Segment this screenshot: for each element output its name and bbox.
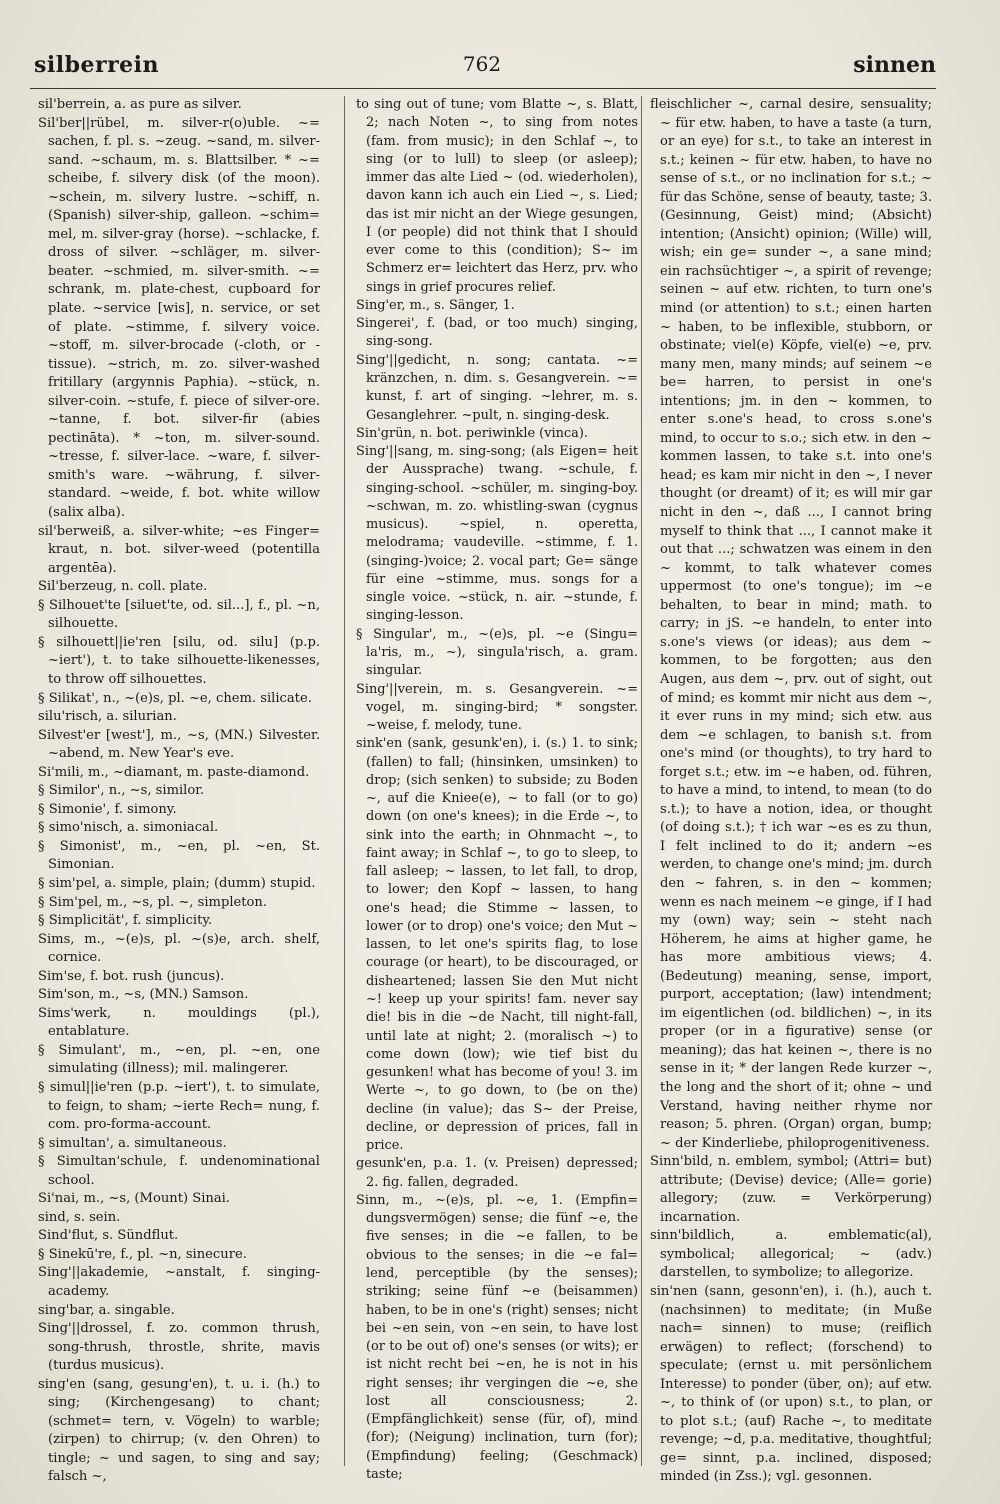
dictionary-entry: Sing'||verein, m. s. Gesangverein. ~= vogel, m. singing-bird; * songster. ~weise, f. melody, tune. (356, 681, 638, 734)
dictionary-entry: sin'nen (sann, gesonn'en), i. (h.), auch t. (nachsinnen) to meditate; (in Muße nach= sinnen) to muse; (reiflich erwägen) to reflect; (forschend) to speculate; (ernst u. mit persönlichem Interesse) to ponder (über, on); auf etw. ~, to think of (or upon) s.t., to plan, or to plot s.t.; (auf) Rache ~, to meditate revenge; ~d, p.a. meditative, thoughtful; ge= sinnt, p.a. inclined, disposed; minded (in Zss.); vgl. gesonnen. (650, 1284, 932, 1485)
dictionary-entry: to sing out of tune; vom Blatte ~, s. Blatt, 2; nach Noten ~, to sing from notes (fam. from music); in den Schlaf ~, to sing (or to lull) to sleep (or asleep); immer das alte Lied ~ (od. wiederholen), davon kann ich auch ein Lied ~, s. Lied; das ist mir nicht an der Wiege gesungen, I (or people) did not think that I should ever come to this (condition); S~ im Schmerz er= leichtert das Herz, prv. who sings in grief procures relief. (356, 97, 638, 295)
dictionary-entry: Sing'er, m., s. Sänger, 1. (356, 297, 515, 313)
right-running-headword: sinnen (853, 52, 936, 78)
dictionary-entry: Singerei', f. (bad, or too much) singing, sing-song. (356, 316, 638, 350)
dictionary-entry: sing'bar, a. singable. (38, 1302, 175, 1318)
dictionary-entry: Sing'||gedicht, n. song; cantata. ~= kränzchen, n. dim. s. Gesangverein. ~= kunst, f. art of singing. ~lehrer, m. s. Gesanglehrer. ~pult, n. singing-desk. (356, 352, 638, 423)
dictionary-entry: Sil'ber||rübel, m. silver-r(o)uble. ~= sachen, f. pl. s. ~zeug. ~sand, m. silver-sand. ~schaum, m. s. Blattsilber. * ~= scheibe, f. silvery disk (of the moon). ~schein, m. silvery lustre. ~schiff, n. (Spanish) silver-ship, galleon. ~schim= mel, m. silver-gray (horse). ~schlacke, f. dross of silver. ~schläger, m. silver-beater. ~schmied, m. silver-smith. ~= schrank, m. plate-chest, cupboard for plate. ~service [wis], n. service, or set of plate. ~stimme, f. silvery voice. ~stoff, m. silver-brocade (-cloth, or -tissue). ~strich, m. zo. silver-washed fritillary (argynnis Paphia). ~stück, n. silver-coin. ~stufe, f. piece of silver-ore. ~tanne, f. bot. silver-fir (abies pectināta). * ~ton, m. silver-sound. ~tresse, f. silver-lace. ~ware, f. silver-smith's ware. ~währung, f. silver-standard. ~weide, f. bot. white willow (salix alba). (38, 115, 320, 521)
dictionary-entry: Sing'||drossel, f. zo. common thrush, song-thrush, throstle, shrite, mavis (turdus musicus). (38, 1321, 320, 1374)
dictionary-entry: § Singular', m., ~(e)s, pl. ~e (Singu= la'ris, m., ~), singula'risch, a. gram. singular. (356, 626, 638, 679)
dictionary-entry: Si'nai, m., ~s, (Mount) Sinai. (38, 1191, 230, 1207)
dictionary-entry: § Simulant', m., ~en, pl. ~en, one simulating (illness); mil. malingerer. (38, 1042, 320, 1077)
dictionary-entry: sil'berweiß, a. silver-white; ~es Finger= kraut, n. bot. silver-weed (potentilla argentēa). (38, 523, 320, 576)
dictionary-entry: Sing'||sang, m. sing-song; (als Eigen= heit der Aussprache) twang. ~schule, f. singing-school. ~schüler, m. singing-boy. ~schwan, m. zo. whistling-swan (cygnus musicus). ~spiel, n. operetta, melodrama; vaudeville. ~stimme, f. 1. (singing-)voice; 2. vocal part; Ge= sänge für eine ~stimme, mus. songs for a single voice. ~stück, n. air. ~stunde, f. singing-lesson. (356, 444, 638, 624)
dictionary-entry: sil'berrein, a. as pure as silver. (38, 97, 242, 112)
dictionary-entry: Sims'werk, n. mouldings (pl.), entablature. (38, 1005, 320, 1040)
dictionary-entry: sink'en (sank, gesunk'en), i. (s.) 1. to sink; (fallen) to fall; (hinsinken, umsinken) to drop; (sich senken) to subside; zu Boden ~, auf die Kniee(e), ~ to fall (or to go) down (on one's knees); in die Erde ~, to sink into the earth; in Ohnmacht ~, to faint away; in Schlaf ~, to go to sleep, to fall asleep; ~ lassen, to let fall, to drop, to lower; den Kopf ~ lassen, to hang one's head; die Stimme ~ lassen, to lower (or to drop) one's voice; den Mut ~ lassen, to let one's spirits flag, to lose courage (or heart), to be discouraged, or disheartened; lassen Sie den Mut nicht ~! keep up your spirits! fam. never say die! bis in die ~de Nacht, till night-fall, until late at night; 2. (moralisch ~) to come down (low); wie tief bist du gesunken! what has become of you! 3. im Werte ~, to go down, to (be on the) decline (in value); das S~ der Preise, decline, or depression of prices, fall in price. (356, 736, 638, 1154)
dictionary-entry: sing'en (sang, gesung'en), t. u. i. (h.) to sing; (Kirchengesang) to chant; (schmet= tern, v. Vögeln) to warble; (zirpen) to chirrup; (v. den Ohren) to tingle; ~ und sagen, to sing and say; falsch ~, (38, 1376, 320, 1485)
page-header (28, 48, 936, 84)
header-rule (30, 88, 936, 89)
dictionary-entry: gesunk'en, p.a. 1. (v. Preisen) depressed; 2. fig. fallen, degraded. (356, 1156, 638, 1190)
dictionary-entry: § Simplicität', f. simplicity. (38, 913, 213, 929)
dictionary-entry: § Simonist', m., ~en, pl. ~en, St. Simonian. (38, 838, 320, 873)
dictionary-entry: Sims, m., ~(e)s, pl. ~(s)e, arch. shelf, cornice. (38, 931, 320, 966)
column-3 (650, 96, 932, 1487)
page-number: 762 (462, 52, 502, 76)
dictionary-entry: Sinn'bild, n. emblem, symbol; (Attri= but) attribute; (Devise) device; (Alle= gorie) allegory; (zuw. = Verkörperung) incarnation. (650, 1154, 932, 1225)
column-2 (356, 96, 638, 1484)
dictionary-entry: sind, s. sein. (38, 1209, 121, 1225)
dictionary-entry: Sind'flut, s. Sündflut. (38, 1228, 179, 1244)
dictionary-entry: Sin'grün, n. bot. periwinkle (vinca). (356, 425, 588, 441)
dictionary-entry: Sim'se, f. bot. rush (juncus). (38, 968, 225, 984)
dictionary-entry: § sim'pel, a. simple, plain; (dumm) stupid. (38, 875, 316, 891)
dictionary-entry: § simultan', a. simultaneous. (38, 1135, 227, 1151)
dictionary-entry: Sing'||akademie, ~anstalt, f. singing-academy. (38, 1265, 320, 1299)
dictionary-entry: Si'mili, m., ~diamant, m. paste-diamond. (38, 764, 310, 780)
dictionary-entry: § Simultan'schule, f. undenominational school. (38, 1154, 320, 1188)
dictionary-entry: Silvest'er [west'], m., ~s, (MN.) Silvester. ~abend, m. New Year's eve. (38, 727, 320, 762)
dictionary-entry: § Sinekū're, f., pl. ~n, sinecure. (38, 1246, 247, 1262)
column-1 (38, 96, 320, 1487)
dictionary-entry: Sil'berzeug, n. coll. plate. (38, 579, 208, 595)
dictionary-entry: § simo'nisch, a. simoniacal. (38, 820, 219, 836)
left-running-headword: silberrein (34, 52, 160, 78)
dictionary-entry: fleischlicher ~, carnal desire, sensuality; ~ für etw. haben, to have a taste (a turn, or an eye) for s.t., to take an interest in s.t.; keinen ~ für etw. haben, to have no sense of s.t., or no inclination for s.t.; ~ für das Schöne, sense of beauty, taste; 3. (Gesinnung, Geist) mind; (Absicht) intention; (Ansicht) opinion; (Wille) will, wish; ein ge= sunder ~, a sane mind; ein rachsüchtiger ~, a spirit of revenge; seinen ~ auf etw. richten, to turn one's mind (or attention) to s.t.; einen harten ~ haben, to be inflexible, stubborn, or obstinate; viel(e) Köpfe, viel(e) ~e, prv. many men, many minds; auf seinem ~e be= harren, to persist in one's intentions; jm. in den ~ kommen, to enter s.one's head, to cross s.one's mind, to occur to s.o.; sich etw. in den ~ kommen lassen, to take s.t. into one's head; es kam mir nicht in den ~, I never thought (or dreamt) of it; es will mir gar nicht in den ~, daß ..., I cannot bring myself to think that ..., I cannot make it out that ...; schwatzen was einem in den ~ kommt, to talk whatever comes uppermost (to one's tongue); im ~e behalten, to bear in mind; math. to carry; in jS. ~e handeln, to enter into s.one's views (or ideas); aus dem ~ kommen, to be forgotten; aus den Augen, aus dem ~, prv. out of sight, out of mind; es kommt mir nicht aus dem ~, it ever runs in my mind; sich etw. aus dem ~e schlagen, to banish s.t. from one's mind (or thoughts), to try hard to forget s.t.; etw. im ~e haben, od. führen, to have a mind, to intend, to mean (to do s.t.); to have a notion, idea, or thought (of doing s.t.); † ich war ~es es zu thun, I felt inclined to do it; andern ~es werden, to change one's mind; jm. durch den ~ fahren, s. in den ~ kommen; wenn es nach meinem ~e ginge, if I had my (own) way; sein ~ steht nach Höherem, he aims at higher game, he has more ambitious views; 4. (Bedeutung) meaning, sense, import, purport, acceptation; (law) intendment; im eigentlichen (od. bildlichen) ~, in its proper (or in a figurative) sense (or meaning); das hat keinen ~, there is no sense in it; * der langen Rede kurzer ~, the long and the short of it; ohne ~ und Verstand, having neither rhyme nor reason; 5. phren. (Organ) organ, bump; ~ der Kinderliebe, philoprogenitiveness. (650, 97, 932, 1151)
dictionary-entry: § Silhouet'te [siluet'te, od. sil...], f., pl. ~n, silhouette. (38, 597, 320, 632)
column-divider (344, 96, 345, 1466)
dictionary-entry: sinn'bildlich, a. emblematic(al), symbolical; allegorical; ~ (adv.) darstellen, to symbolize; to allegorize. (650, 1228, 932, 1281)
dictionary-entry: § Sim'pel, m., ~s, pl. ~, simpleton. (38, 894, 268, 910)
dictionary-entry: Sim'son, m., ~s, (MN.) Samson. (38, 987, 249, 1003)
column-divider (641, 96, 642, 1466)
dictionary-entry: § simul||ie'ren (p.p. ~iert'), t. to simulate, to feign, to sham; ~ierte Rech= nung, f. com. pro-forma-account. (38, 1079, 320, 1133)
dictionary-entry: § Similor', n., ~s, similor. (38, 783, 205, 799)
dictionary-entry: § Simonie', f. simony. (38, 801, 177, 817)
dictionary-entry: § Silikat', n., ~(e)s, pl. ~e, chem. silicate. (38, 690, 312, 706)
dictionary-entry: silu'risch, a. silurian. (38, 709, 177, 725)
dictionary-entry: Sinn, m., ~(e)s, pl. ~e, 1. (Empfin= dungsvermögen) sense; die fünf ~e, the five senses; in die ~e fallen, to be obvious to the senses; in die ~e fal= lend, perceptible (by the senses); striking; seine fünf ~e (beisammen) haben, to be in one's (right) senses; nicht bei ~en sein, von ~en sein, to have lost (or to be out of) one's senses (or wits); er ist nicht recht bei ~en, he is not in his right senses; ihr vergingen die ~e, she lost all consciousness; 2. (Empfänglichkeit) sense (für, of), mind (for); (Neigung) inclination, turn (for); (Empfindung) feeling; (Geschmack) taste; (356, 1192, 638, 1482)
dictionary-entry: § silhouett||ie'ren [silu, od. silu] (p.p. ~iert'), t. to take silhouette-likenesses, to throw off silhouettes. (38, 634, 320, 687)
